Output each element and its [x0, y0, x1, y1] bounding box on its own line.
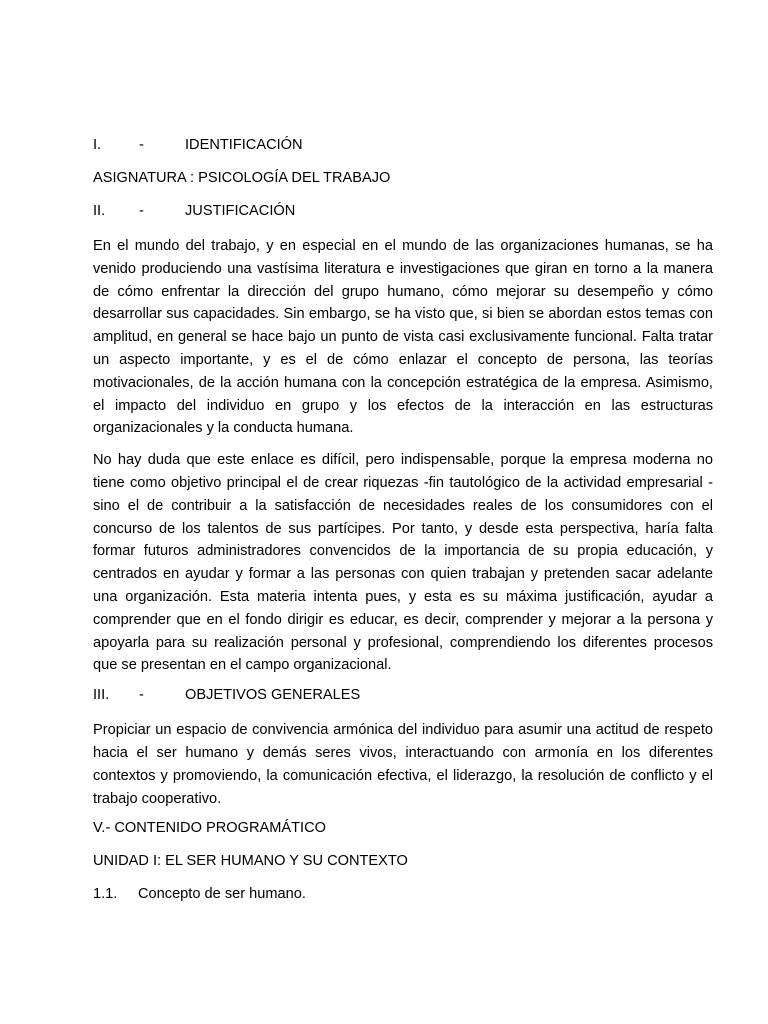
- subsection-number: 1.1.: [93, 886, 118, 903]
- section-title: IDENTIFICACIÓN: [185, 137, 303, 153]
- section-heading-objetivos: [93, 686, 713, 705]
- unidad-heading: UNIDAD I: EL SER HUMANO Y SU CONTEXTO: [93, 853, 408, 870]
- section-number: II.: [93, 203, 106, 219]
- justificacion-paragraph-1: En el mundo del trabajo, y en especial en el mundo de las organizaciones humanas, se ha venido produciendo una vastísima literatura e investigaciones que giran en torno a la manera de cómo enfrentar la dirección del grupo humano, cómo mejorar su desempeño y cómo desarrollar sus capacidades. Sin embargo, se ha visto que, si bien se abordan estos temas con amplitud, en general se hace bajo un punto de vista casi exclusivamente funcional. Falta tratar un aspecto importante, y es el de cómo enlazar el concepto de persona, las teorías motivacionales, de la acción humana con la concepción estratégica de la empresa. Asimismo, el impacto del individuo en grupo y los efectos de la interacción en las estructuras organizacionales y la conducta humana.: [93, 238, 713, 437]
- section-title: OBJETIVOS GENERALES: [185, 687, 361, 704]
- section-number: I.: [93, 137, 102, 153]
- contenido-heading: V.- CONTENIDO PROGRAMÁTICO: [93, 820, 326, 837]
- section-heading-identificacion: [93, 136, 713, 155]
- section-dash: -: [139, 687, 144, 704]
- section-dash: -: [139, 137, 144, 153]
- subsection-1-1: [93, 885, 713, 904]
- asignatura-line: ASIGNATURA : PSICOLOGÍA DEL TRABAJO: [93, 170, 391, 186]
- subsection-title: Concepto de ser humano.: [138, 886, 306, 903]
- section-number: III.: [93, 687, 110, 704]
- justificacion-paragraph-2: No hay duda que este enlace es difícil, pero indispensable, porque la empresa moderna no tiene como objetivo principal el de crear riquezas -fin tautológico de la actividad empresarial - sino el de contribuir a la satisfacción de necesidades reales de los consumidores con el concurso de los talentos de sus partícipes. Por tanto, y desde esta perspectiva, haría falta formar futuros administradores convencidos de la importancia de su propia educación, y centrados en ayudar y formar a las personas con quien trabajan y pretenden sacar adelante una organización. Esta materia intenta pues, y esta es su máxima justificación, ayudar a comprender que en el fondo dirigir es educar, es decir, comprender y mejorar a la persona y apoyarla para su realización personal y profesional, comprendiendo los diferentes procesos que se presentan en el campo organizacional.: [93, 452, 713, 674]
- section-heading-justificacion: [93, 202, 713, 221]
- section-title: JUSTIFICACIÓN: [185, 203, 296, 219]
- section-dash: -: [139, 203, 144, 219]
- objetivos-paragraph: Propiciar un espacio de convivencia armónica del individuo para asumir una actitud de respeto hacia el ser humano y demás seres vivos, interactuando con armonía en los diferentes contextos y promoviendo, la comunicación efectiva, el liderazgo, la resolución de conflicto y el trabajo cooperativo.: [93, 722, 713, 807]
- document-body: [93, 136, 713, 904]
